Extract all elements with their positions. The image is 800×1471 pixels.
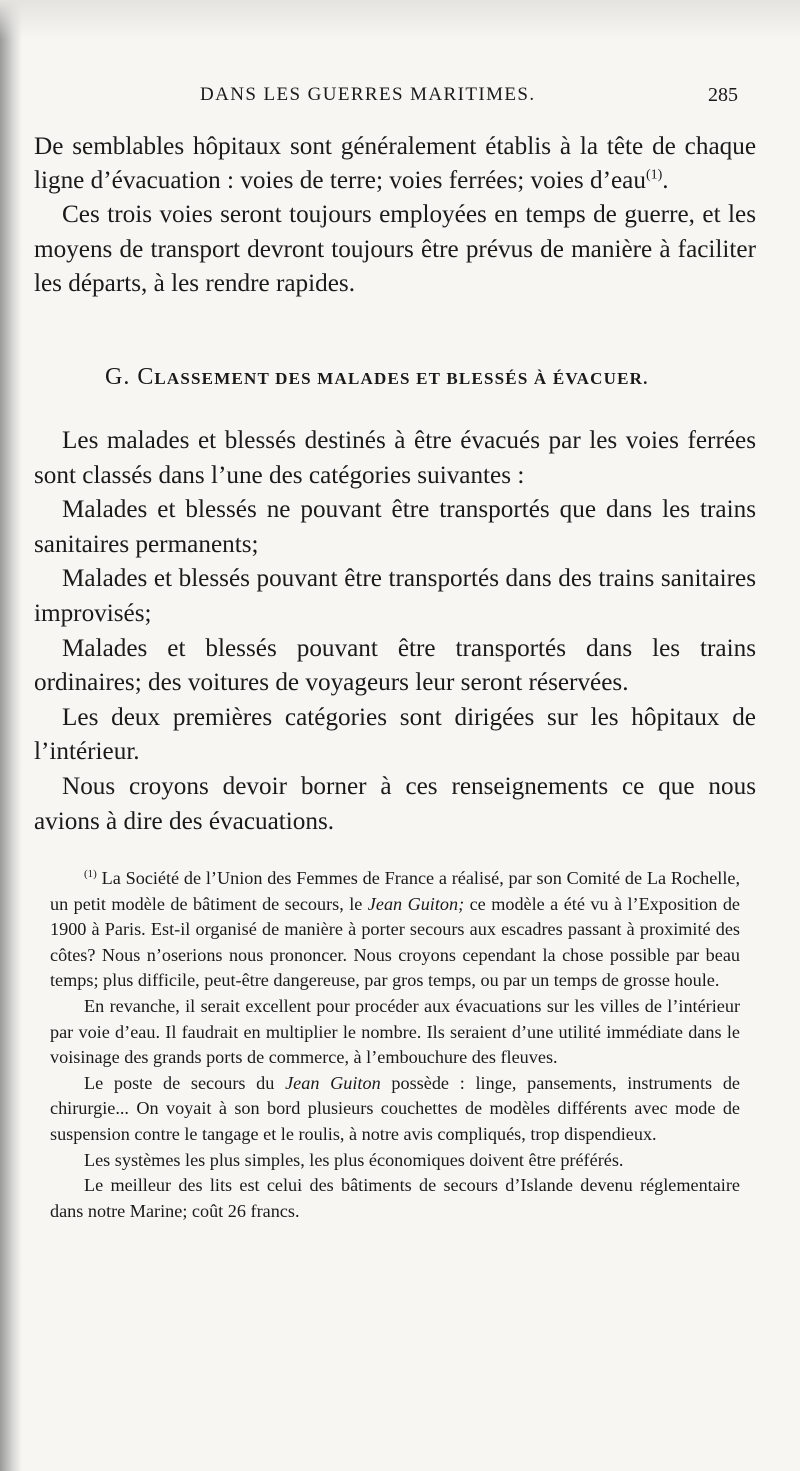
section-letter: G. [105, 364, 131, 390]
scan-top-shadow [0, 0, 800, 40]
main-text-top [34, 130, 756, 301]
footnote [50, 866, 740, 994]
scan-edge-shadow [0, 0, 22, 1471]
main-text-section [34, 424, 756, 839]
paragraph-text: De semblables hôpitaux sont généralement établis à la tête de chaque ligne d’évacuation : voies de terre; voies ferrées; voies d’eau [34, 133, 756, 195]
running-title: DANS LES GUERRES MARITIMES. [200, 84, 536, 105]
paragraph: Malades et blessés pouvant être transportés dans des trains sanitaires improvisés; [34, 565, 756, 627]
ship-name: Jean Guiton [285, 1072, 381, 1093]
paragraph: Malades et blessés pouvant être transportés dans les trains ordinaires; des voitures de voyageurs leur seront réservées. [34, 634, 756, 697]
paragraph [34, 130, 756, 198]
footnote-text: possède : linge, pansements, instruments de chirurgie... On voyait à son bord plusieurs couchettes de modèles différents avec mode de suspension contre le tangage et le roulis, à notre avis compliqués, trop dispendieux. [50, 1072, 741, 1144]
page-number: 285 [708, 84, 738, 106]
paragraph: Ces trois voies seront toujours employées en temps de guerre, et les moyens de transport devront toujours être prévus de manière à faciliter les départs, à les rendre rapides. [34, 201, 756, 297]
footnote-paragraph: En revanche, il serait excellent pour procéder aux évacuations sur les villes de l’intérieur par voie d’eau. Il faudrait en multiplier le nombre. Ils seraient d’une utilité immédiate dans le voisinage des grands ports de commerce, à l’embouchure des fleuves. [50, 995, 740, 1068]
footnote-text: La Société de l’Union des Femmes de France a réalisé, par son Comité de La Rochelle, un petit modèle de bâtiment de secours, le [50, 868, 741, 914]
page-header [200, 84, 748, 114]
footnotes [50, 866, 740, 1224]
paragraph: Les deux premières catégories sont dirigées sur les hôpitaux de l’intérieur. [34, 703, 756, 766]
footnote-text: ce modèle a été vu à l’Exposition de 1900 à Paris. Est-il organisé de manière à porter secours aux escadres passant à proximité des côtes? Nous n’oserions nous prononcer. Nous croyons cependant la chose possible par beau temps; plus difficile, peut-être dangereuse, par gros temps, ou par un temps de grosse houle. [50, 893, 741, 991]
paragraph: Malades et blessés ne pouvant être transportés que dans les trains sanitaires permanents; [34, 496, 756, 558]
footnote-mark: (1) [84, 867, 97, 880]
footnote-paragraph: Le meilleur des lits est celui des bâtiments de secours d’Islande devenu réglementaire dans notre Marine; coût 26 francs. [50, 1175, 740, 1221]
paragraph-end: . [662, 167, 669, 195]
heading-small-caps: LASSEMENT DES MALADES ET BLESSÉS À ÉVACUER. [154, 369, 649, 388]
ship-name: Jean Guiton; [367, 893, 465, 914]
section-heading [105, 364, 649, 391]
footnote-paragraph [50, 1071, 740, 1148]
footnote-reference: (1) [645, 167, 663, 183]
paragraph: Les malades et blessés destinés à être évacués par les voies ferrées sont classés dans l’une des catégories suivantes : [34, 427, 756, 489]
paragraph: Nous croyons devoir borner à ces renseignements ce que nous avions à dire des évacuations. [34, 772, 756, 835]
heading-initial: C [137, 364, 155, 390]
footnote-paragraph: Les systèmes les plus simples, les plus économiques doivent être préférés. [84, 1149, 624, 1170]
footnote-text: Le poste de secours du [84, 1072, 275, 1093]
